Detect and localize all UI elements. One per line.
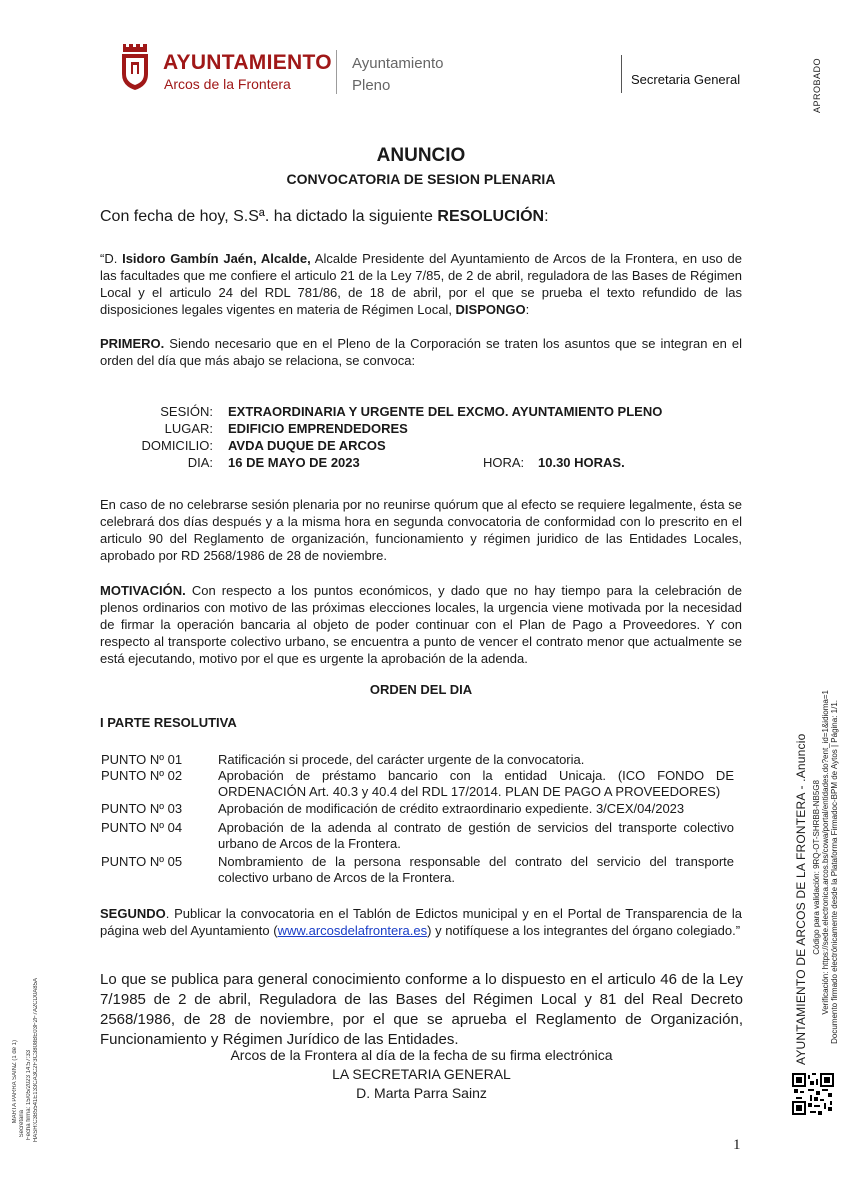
second-call-paragraph: En caso de no celebrarse sesión plenaria por no reunirse quórum que al efecto se requiere legalmente, ésta se celebrará dos días después y a la misma hora en segunda convocatoria de conformidad con lo prescrito en el articulo 90 del Reglamento de organización, funcionamiento y régimen juridico de las Entidades Locales, aprobado por RD 2568/1986 de 28 de noviembre. xyxy=(100,497,742,563)
segundo-paragraph xyxy=(100,905,742,939)
hora-label: HORA: xyxy=(483,455,525,470)
intro-text: Con fecha de hoy, S.Sª. ha dictado la siguiente xyxy=(100,208,438,225)
primero-label: PRIMERO. xyxy=(100,336,165,351)
agenda-item-label: PUNTO Nº 04 xyxy=(101,820,183,835)
para-text: Alcalde Presidente del Ayuntamiento de Arcos de la Frontera, en uso de las facultades que me confiere el articulo 21 de la Ley 7/85, de 2 de abril, reguladora de las Bases de Régimen Local y el articulo 24 del RDL 781/86, de 18 de abril, por el que se prueba el texto refundido de las disposiciones legales vigentes en materia de Régimen Local, xyxy=(100,251,742,317)
dia-value: 16 DE MAYO DE 2023 xyxy=(228,455,360,470)
agenda-item-text: Nombramiento de la persona responsable del contrato del servicio del transporte colectivo urbano de Arcos de la Frontera. xyxy=(218,854,734,885)
para-text: : xyxy=(525,302,530,317)
qr-code-icon[interactable] xyxy=(792,1073,834,1115)
header-divider xyxy=(336,50,337,94)
signature-date: Fecha firma: 15/05/2023 14:57:33 xyxy=(26,1050,32,1141)
para-text: . Publicar la convocatoria en el Tablón de Edictos municipal y en el Portal de Transparencia de la página web del Ayuntamiento ( xyxy=(100,906,742,938)
side-margin-title: AYUNTAMIENTO DE ARCOS DE LA FRONTERA - .Anuncio xyxy=(794,733,808,1065)
dept-subname: Pleno xyxy=(352,77,391,94)
agenda-item-label: PUNTO Nº 03 xyxy=(101,801,183,816)
website-link[interactable]: www.arcosdelafrontera.es xyxy=(277,923,428,938)
header-divider xyxy=(621,55,622,93)
agenda-item-label: PUNTO Nº 05 xyxy=(101,854,183,869)
signature-role: LA SECRETARIA GENERAL xyxy=(332,1066,511,1082)
sesion-label: SESIÓN: xyxy=(160,404,213,419)
signer-name: MARTA PARRA SAINZ (1 de 1) xyxy=(12,1040,18,1124)
org-title: AYUNTAMIENTO xyxy=(163,51,332,74)
coat-of-arms-icon xyxy=(120,44,150,90)
org-subtitle: Arcos de la Frontera xyxy=(164,76,291,92)
section-name: Secretaria General xyxy=(631,72,741,87)
agenda-item-text: Aprobación de préstamo bancario con la entidad Unicaja. (ICO FONDO DE ORDENACIÓN Art. 40.3 y 40.4 del RDL 17/2014. PLAN DE PAGO A PROVEEDORES) xyxy=(218,768,734,799)
para-text: “D. xyxy=(100,251,123,266)
segundo-label: SEGUNDO xyxy=(100,906,166,921)
page-subtitle: CONVOCATORIA DE SESION PLENARIA xyxy=(286,171,556,187)
verification-url[interactable]: Verificación: https://sede.electronica.arcos.bs/cowa/portal/entidades.do?ent_id=1&idioma=1 xyxy=(821,690,830,1015)
signer-role: Secretaria xyxy=(19,1110,25,1138)
resolution-paragraph xyxy=(100,250,742,318)
signature-name: D. Marta Parra Sainz xyxy=(356,1085,487,1101)
domicilio-value: AVDA DUQUE DE ARCOS xyxy=(228,438,386,453)
lugar-label: LUGAR: xyxy=(164,421,213,436)
dept-name: Ayuntamiento xyxy=(352,55,444,72)
agenda-part-title: I PARTE RESOLUTIVA xyxy=(100,715,237,730)
lugar-value: EDIFICIO EMPRENDEDORES xyxy=(228,421,408,436)
page-number: 1 xyxy=(733,1137,741,1153)
dia-label: DIA: xyxy=(187,455,213,470)
agenda-item-text: Ratificación si procede, del carácter urgente de la convocatoria. xyxy=(218,752,585,767)
para-text: Con respecto a los puntos económicos, y dado que no hay tiempo para la celebración de plenos ordinarios con motivo de las próximas elecciones locales, la urgencia viene motivada por la necesidad de firmar la operación bancaria al objeto de poder continuar con el Plan de Pago a Proveedores. Y con respecto al transporte colectivo urbano, se encuentra a punto de vencer el contrato menor que actualmente se está ejecutando, motivo por el que es urgente la aprobación de la adenda. xyxy=(100,583,742,666)
sesion-value: EXTRAORDINARIA Y URGENTE DEL EXCMO. AYUNTAMIENTO PLENO xyxy=(228,404,663,419)
para-text: ) y notifíquese a los integrantes del órgano colegiado.” xyxy=(427,923,741,938)
approved-stamp: APROBADO xyxy=(812,58,822,114)
page-title: ANUNCIO xyxy=(376,145,466,166)
publication-paragraph: Lo que se publica para general conocimiento conforme a lo dispuesto en el articulo 46 de la Ley 7/1985 de 2 de abril, Reguladora de las Bases del Régimen Local y 81 del Real Decreto 2568/1986, de 28 de noviembre, por el que se aprueba el Reglamento de Organización, Funcionamiento y Régimen Jurídico de las Entidades. xyxy=(100,971,743,1048)
signature-hash: HASH:C3B5541E133CA3C2F3C3808BE03F2F7A2CD0A85A xyxy=(33,978,39,1143)
signature-place-date: Arcos de la Frontera al día de la fecha de su firma electrónica xyxy=(230,1047,613,1063)
intro-bold: RESOLUCIÓN xyxy=(437,208,545,225)
para-text: Siendo necesario que en el Pleno de la Corporación se traten los asuntos que se integran en el orden del día que más abajo se relaciona, se convoca: xyxy=(100,336,742,368)
intro-end: : xyxy=(544,208,549,225)
hora-value: 10.30 HORAS. xyxy=(538,455,625,470)
agenda-item-label: PUNTO Nº 01 xyxy=(101,752,183,767)
motivacion-paragraph xyxy=(100,582,742,667)
signature-platform-note: Documento firmado electrónicamente desde la Plataforma Firmadoc-BPM de Aytos | Página: 1/1. xyxy=(830,700,839,1044)
intro-line xyxy=(100,208,549,226)
motivacion-label: MOTIVACIÓN. xyxy=(100,583,186,598)
agenda-item-text: Aprobación de la adenda al contrato de gestión de servicios del transporte colectivo urbano de Arcos de la Frontera. xyxy=(218,820,734,851)
primero-paragraph xyxy=(100,335,742,369)
agenda-item-label: PUNTO Nº 02 xyxy=(101,768,183,783)
mayor-name: Isidoro Gambín Jaén, Alcalde, xyxy=(122,251,311,266)
agenda-item-text: Aprobación de modificación de crédito extraordinario expediente. 3/CEX/04/2023 xyxy=(218,801,685,816)
agenda-title: ORDEN DEL DIA xyxy=(369,682,473,697)
validation-code: Código para validación: 9RQ-OT-SHRBB-NB5G8 xyxy=(812,780,821,955)
dispongo-label: DISPONGO xyxy=(455,302,526,317)
domicilio-label: DOMICILIO: xyxy=(141,438,213,453)
